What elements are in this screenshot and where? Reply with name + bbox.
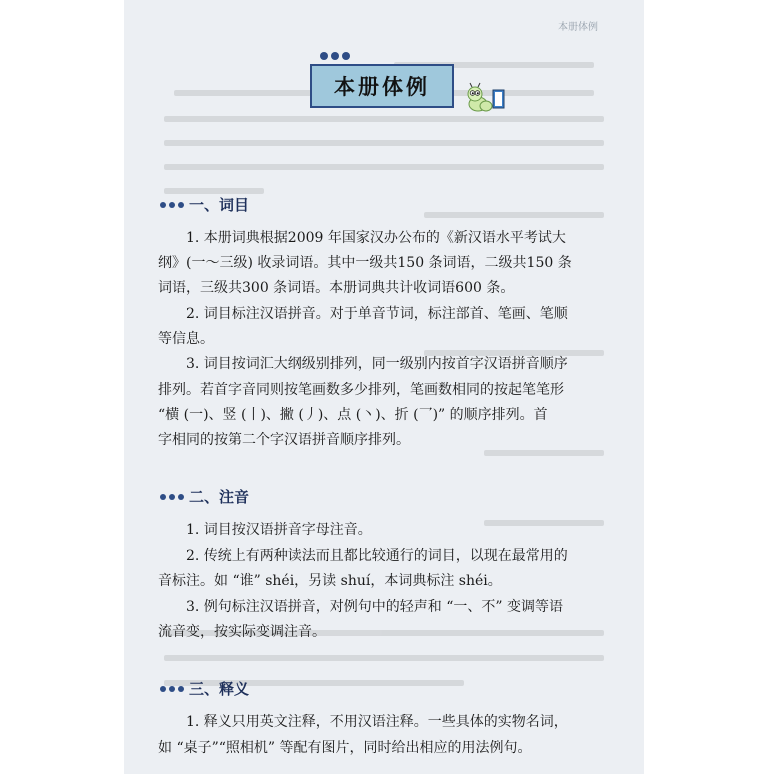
- section-heading-definitions: [160, 678, 249, 699]
- paragraph-line: 字相同的按第二个字汉语拼音顺序排列。: [158, 432, 410, 448]
- paragraph-line: 如 “桌子”“照相机” 等配有图片，同时给出相应的用法例句。: [158, 740, 532, 756]
- section-heading-text: 三、释义: [189, 680, 250, 698]
- section-heading-entries: [160, 194, 249, 215]
- paragraph-line: 1. 本册词典根据2009 年国家汉办公布的《新汉语水平考试大: [186, 230, 566, 246]
- paragraph-line: 3. 例句标注汉语拼音，对例句中的轻声和 “一、不” 变调等语: [186, 599, 564, 615]
- paragraph-line: 纲》(一～三级) 收录词语。其中一级共150 条词语，二级共150 条: [158, 255, 572, 271]
- paragraph-line: 2. 传统上有两种读法而且都比较通行的词目，以现在最常用的: [186, 548, 568, 564]
- paragraph-line: 流音变，按实际变调注音。: [158, 624, 326, 640]
- paragraph-line: 3. 词目按词汇大纲级别排列，同一级别内按首字汉语拼音顺序: [186, 356, 568, 372]
- paragraph-line: 等信息。: [158, 331, 214, 347]
- book-page: [124, 0, 644, 774]
- section-heading-text: 二、注音: [189, 488, 250, 506]
- bullet-dots-icon: [160, 686, 184, 692]
- paragraph-line: 排列。若首字音同则按笔画数多少排列，笔画数相同的按起笔笔形: [158, 382, 564, 398]
- bullet-dots-icon: [160, 202, 184, 208]
- paragraph-line: 词语，三级共300 条词语。本册词典共计收词语600 条。: [158, 280, 515, 296]
- paragraph-line: 1. 词目按汉语拼音字母注音。: [186, 522, 372, 538]
- paragraph-line: 1. 释义只用英文注释，不用汉语注释。一些具体的实物名词，: [186, 714, 568, 730]
- paragraph-line: 音标注。如 “谁” shéi，另读 shuí，本词典标注 shéi。: [158, 573, 502, 589]
- section-heading-text: 一、词目: [189, 196, 250, 214]
- section-heading-pinyin: [160, 486, 249, 507]
- title-dots-decoration: [320, 52, 350, 60]
- bullet-dots-icon: [160, 494, 184, 500]
- bookworm-mascot-icon: [464, 80, 508, 114]
- running-header: 本册体例: [558, 22, 598, 33]
- paragraph-line: 2. 词目标注汉语拼音。对于单音节词，标注部首、笔画、笔顺: [186, 306, 568, 322]
- page-title: 本册体例: [310, 64, 454, 108]
- paragraph-line: “横 (一)、竖 (丨)、撇 (丿)、点 (丶)、折 (乛)” 的顺序排列。首: [158, 407, 548, 423]
